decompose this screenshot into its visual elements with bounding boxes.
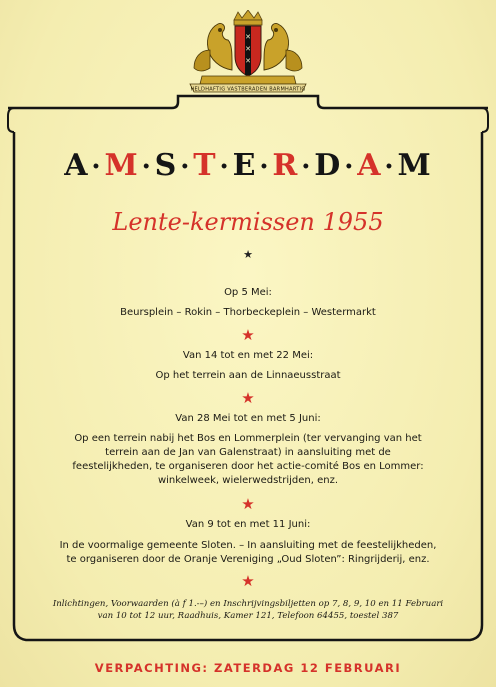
section-text: te organiseren door de Oranje Vereniging „Oud Sloten”: Ringrijderij, enz.	[66, 554, 430, 565]
info-block	[30, 598, 466, 622]
section-date: Van 14 tot en met 22 Mei:	[182, 350, 314, 361]
title-letter: E	[232, 148, 257, 183]
title-dot: •	[219, 159, 230, 175]
red-star-icon: ★	[241, 495, 255, 513]
title-dot: •	[141, 159, 152, 175]
title-letter: M	[104, 148, 139, 183]
section-text: Beursplein – Rokin – Thorbeckeplein – Westermarkt	[120, 307, 376, 318]
section-date: Op 5 Mei:	[224, 287, 272, 298]
title-dot: •	[259, 159, 270, 175]
red-star-icon: ★	[241, 389, 255, 407]
star-divider-icon: ★	[243, 248, 253, 261]
svg-text:✕: ✕	[245, 57, 251, 65]
title-letter: M	[397, 148, 432, 183]
section-text: feestelijkheden, te organiseren door het actie-comité Bos en Lommer:	[72, 461, 424, 472]
section-text: terrein aan de Jan van Galenstraat) in aansluiting met de	[105, 447, 391, 458]
section-text: In de voormalige gemeente Sloten. – In aansluiting met de feestelijkheden,	[59, 540, 437, 551]
info-line: van 10 tot 12 uur, Raadhuis, Kamer 121, Telefoon 64455, toestel 387	[97, 611, 399, 621]
title-dot: •	[91, 159, 102, 175]
lease-date-footer: VERPACHTING: ZATERDAG 12 FEBRUARI	[94, 661, 402, 675]
section-text: Op het terrein aan de Linnaeusstraat	[155, 370, 341, 381]
title-letter: A	[64, 148, 89, 183]
svg-text:✕: ✕	[245, 33, 251, 41]
section-date: Van 9 tot en met 11 Juni:	[185, 519, 311, 530]
title-dot: •	[180, 159, 191, 175]
svg-text:✕: ✕	[245, 45, 251, 53]
title-letter: D	[314, 148, 342, 183]
info-line: Inlichtingen, Voorwaarden (à f 1.-–) en Inschrijvingsbiljetten op 7, 8, 9, 10 en 11 Februari	[52, 599, 444, 609]
title-letter: R	[272, 148, 299, 183]
crest-motto: HELDHAFTIG VASTBERADEN BARMHARTIG	[190, 86, 306, 93]
title-letter: A	[357, 148, 382, 183]
section-text: winkelweek, wielerwedstrijden, enz.	[157, 475, 339, 486]
title-dot: •	[384, 159, 395, 175]
title-dot: •	[301, 159, 312, 175]
city-title	[0, 148, 496, 183]
title-dot: •	[344, 159, 355, 175]
poster-subtitle: Lente-kermissen 1955	[112, 208, 384, 236]
section-text: Op een terrein nabij het Bos en Lommerplein (ter vervanging van het	[74, 433, 422, 444]
red-star-icon: ★	[241, 572, 255, 590]
section-date: Van 28 Mei tot en met 5 Juni:	[175, 413, 321, 424]
title-letter: S	[154, 148, 178, 183]
title-letter: T	[193, 148, 217, 183]
red-star-icon: ★	[241, 326, 255, 344]
